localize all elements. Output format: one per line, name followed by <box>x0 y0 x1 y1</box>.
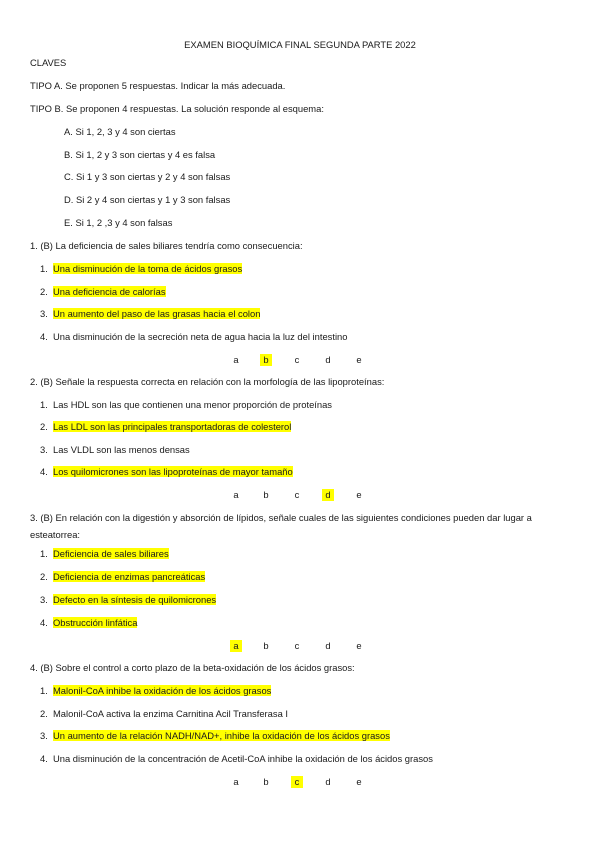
item-text-highlighted: Las LDL son las principales transportadoras de colesterol <box>53 421 292 432</box>
question-stem: 1. (B) La deficiencia de sales biliares tendría como consecuencia: <box>30 240 303 251</box>
scheme-option-a: A. Si 1, 2, 3 y 4 son ciertas <box>64 126 176 137</box>
item-number: 3. <box>40 594 48 605</box>
answer-key-row <box>230 640 390 652</box>
item-number: 4. <box>40 753 48 764</box>
item-text: Las VLDL son las menos densas <box>53 444 190 455</box>
answer-letter: e <box>356 776 362 787</box>
answer-letter: c <box>294 489 300 500</box>
answer-item <box>40 466 293 478</box>
scheme-option-c: C. Si 1 y 3 son ciertas y 2 y 4 son falsas <box>64 171 231 182</box>
item-text: Una disminución de la secreción neta de agua hacia la luz del intestino <box>53 331 348 342</box>
answer-item <box>40 331 347 343</box>
answer-item <box>40 263 242 275</box>
answer-item <box>40 730 390 742</box>
item-number: 3. <box>40 308 48 319</box>
answer-item <box>40 308 260 320</box>
item-text: Una disminución de la concentración de Acetil-CoA inhibe la oxidación de los ácidos grasos <box>53 753 433 764</box>
claves-heading: CLAVES <box>30 57 67 68</box>
item-number: 1. <box>40 685 48 696</box>
document-title: EXAMEN BIOQUÍMICA FINAL SEGUNDA PARTE 2022 <box>184 39 416 50</box>
answer-item <box>40 685 271 697</box>
answer-key-row <box>230 776 390 788</box>
answer-item <box>40 286 166 298</box>
answer-letter: b <box>263 489 269 500</box>
item-number: 1. <box>40 263 48 274</box>
item-text-highlighted: Los quilomicrones son las lipoproteínas de mayor tamaño <box>53 466 293 477</box>
item-text-highlighted: Una disminución de la toma de ácidos grasos <box>53 263 243 274</box>
question-stem: 3. (B) En relación con la digestión y absorción de lípidos, señale cuales de las siguientes condiciones pueden dar lugar a <box>30 512 532 523</box>
scheme-option-b: B. Si 1, 2 y 3 son ciertas y 4 es falsa <box>64 149 216 160</box>
question-stem: 2. (B) Señale la respuesta correcta en relación con la morfología de las lipoproteínas: <box>30 376 385 387</box>
answer-item <box>40 571 205 583</box>
answer-letter-correct: c <box>291 776 303 788</box>
answer-item <box>40 421 291 433</box>
answer-letter: c <box>294 354 300 365</box>
item-text-highlighted: Deficiencia de enzimas pancreáticas <box>53 571 206 582</box>
item-number: 4. <box>40 466 48 477</box>
answer-item <box>40 617 137 629</box>
answer-letter: d <box>325 354 331 365</box>
item-number: 3. <box>40 730 48 741</box>
answer-letter: e <box>356 489 362 500</box>
item-text-highlighted: Obstrucción linfática <box>53 617 138 628</box>
item-number: 2. <box>40 286 48 297</box>
item-number: 2. <box>40 708 48 719</box>
item-number: 2. <box>40 571 48 582</box>
item-text-highlighted: Un aumento de la relación NADH/NAD+, inhibe la oxidación de los ácidos grasos <box>53 730 390 741</box>
answer-item <box>40 399 332 411</box>
answer-letter: b <box>263 776 269 787</box>
question-stem: 4. (B) Sobre el control a corto plazo de la beta-oxidación de los ácidos grasos: <box>30 662 355 673</box>
answer-letter: c <box>294 640 300 651</box>
item-number: 1. <box>40 548 48 559</box>
tipo-a-instructions: TIPO A. Se proponen 5 respuestas. Indicar la más adecuada. <box>30 80 286 91</box>
item-text-highlighted: Deficiencia de sales biliares <box>53 548 169 559</box>
answer-letter-correct: a <box>230 640 242 652</box>
answer-letter: a <box>233 489 239 500</box>
question-stem-continuation: esteatorrea: <box>30 529 81 540</box>
answer-letter: d <box>325 640 331 651</box>
item-number: 4. <box>40 617 48 628</box>
item-text-highlighted: Un aumento del paso de las grasas hacia el colon <box>53 308 261 319</box>
answer-item <box>40 594 216 606</box>
answer-letter: a <box>233 354 239 365</box>
item-number: 1. <box>40 399 48 410</box>
item-text-highlighted: Malonil-CoA inhibe la oxidación de los ácidos grasos <box>53 685 272 696</box>
item-text-highlighted: Una deficiencia de calorías <box>53 286 166 297</box>
answer-letter: a <box>233 776 239 787</box>
answer-key-row <box>230 489 390 501</box>
answer-letter: d <box>325 776 331 787</box>
answer-letter: e <box>356 354 362 365</box>
item-number: 3. <box>40 444 48 455</box>
item-text: Las HDL son las que contienen una menor proporción de proteínas <box>53 399 332 410</box>
item-number: 2. <box>40 421 48 432</box>
item-text: Malonil-CoA activa la enzima Carnitina Acil Transferasa I <box>53 708 288 719</box>
scheme-option-d: D. Si 2 y 4 son ciertas y 1 y 3 son falsas <box>64 194 231 205</box>
answer-key-row <box>230 354 390 366</box>
scheme-option-e: E. Si 1, 2 ,3 y 4 son falsas <box>64 217 173 228</box>
answer-item <box>40 444 190 456</box>
answer-letter: b <box>263 640 269 651</box>
answer-item <box>40 708 288 720</box>
item-number: 4. <box>40 331 48 342</box>
answer-letter: e <box>356 640 362 651</box>
answer-letter-correct: b <box>260 354 272 366</box>
answer-item <box>40 753 433 765</box>
answer-item <box>40 548 169 560</box>
item-text-highlighted: Defecto en la síntesis de quilomicrones <box>53 594 217 605</box>
answer-letter-correct: d <box>322 489 334 501</box>
tipo-b-instructions: TIPO B. Se proponen 4 respuestas. La solución responde al esquema: <box>30 103 324 114</box>
